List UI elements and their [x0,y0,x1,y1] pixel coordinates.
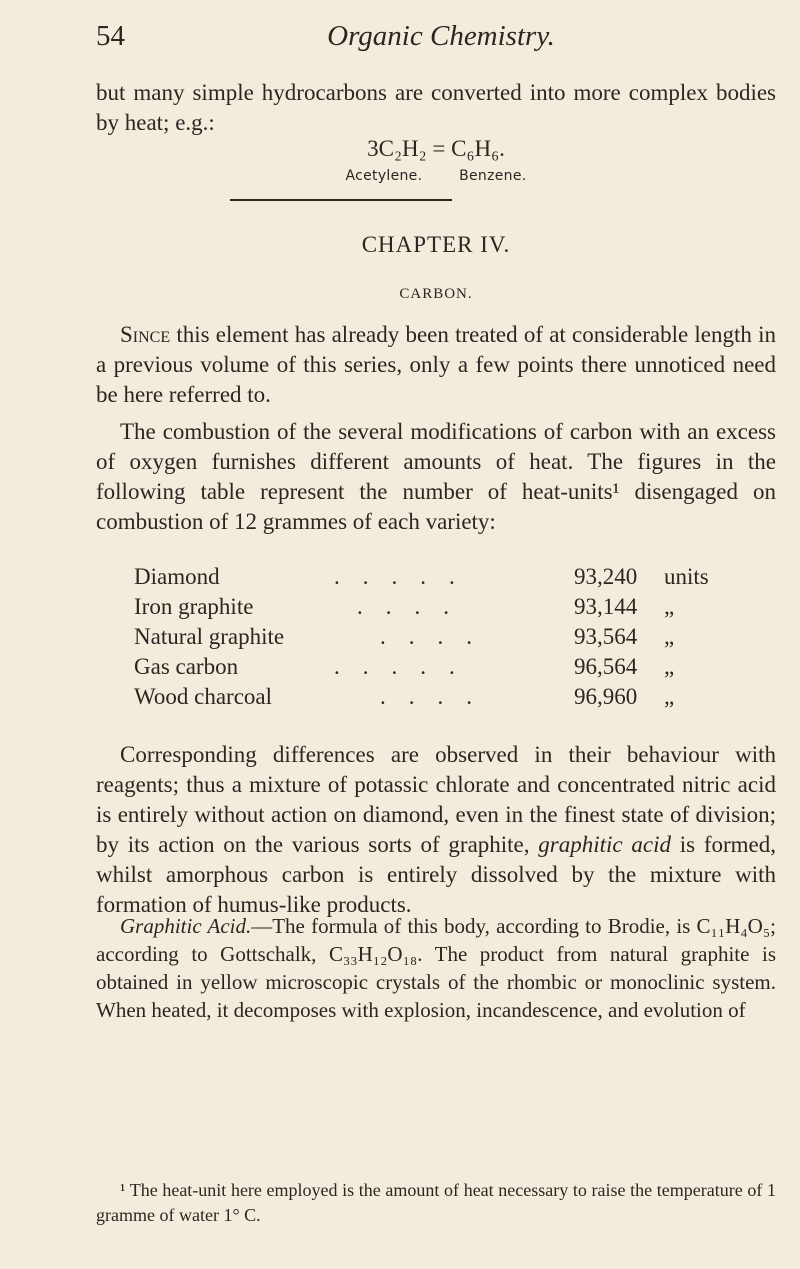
paragraph-4 [96,912,776,1024]
row-unit: „ [664,654,675,679]
row-name: Gas carbon [134,654,239,679]
section-divider [230,199,452,201]
paragraph-3 [96,740,776,920]
row-name: Natural graphite [134,624,285,649]
row-value: 93,144 [574,594,638,619]
row-value: 93,564 [574,624,638,649]
graphitic-acid-term: graphitic acid [538,832,671,857]
page-number: 54 [96,20,125,52]
row-unit: units [664,564,709,589]
row-name: Wood charcoal [134,684,272,709]
heat-units-table [96,564,776,714]
intro-paragraph [96,78,776,138]
footnote-text: ¹ The heat-unit here employed is the amount of heat necessary to raise the temperature of 1 gramme of water 1° C. [96,1180,776,1225]
para3-text-a: Corresponding differences are observed in their behaviour with reagents; thus a mixture of potassic chlorate and concentrated nitric acid is entirely without action on diamond, even in the finest state of division; by its action on the various sorts of graphite, [96,742,776,857]
para1-lead: Since [120,322,171,347]
table-row: Natural graphite . . . . 93,564 „ [134,624,675,649]
row-value: 96,564 [574,654,638,679]
chapter-subtitle: CARBON. [399,286,473,302]
intro-text: but many simple hydrocarbons are converted into more complex bodies by heat; e.g.: [96,80,776,135]
footnote [96,1178,776,1228]
acetylene-benzene-formula: 3C₂H₂ = C₆H₆. [367,136,505,161]
row-unit: „ [664,624,675,649]
formula-labels [96,168,776,184]
para1-text: this element has already been treated of at considerable length in a previous volume of this series, only a few points there unnoticed need be here referred to. [96,322,776,407]
benzene-label: Benzene. [459,168,527,184]
paragraph-2 [96,417,776,537]
page-header [96,20,776,54]
acetylene-label: Acetylene. [345,168,423,184]
table-row: Wood charcoal . . . . 96,960 „ [134,684,675,709]
table-row: Iron graphite . . . . 93,144 „ [134,594,675,619]
row-name: Diamond [134,564,220,589]
table-row: Diamond . . . . . 93,240 units [134,564,709,589]
chapter-title: CHAPTER IV. [361,232,511,257]
row-unit: „ [664,684,675,709]
running-title: Organic Chemistry. [327,20,555,52]
para2-text: The combustion of the several modifications of carbon with an excess of oxygen furnishes different amounts of heat. The figures in the following table represent the number of heat-units¹ disengaged on combustion of 12 grammes of each variety: [96,419,776,534]
para4-text: —The formula of this body, according to Brodie, is C₁₁H₄O₅; according to Gottschalk, C₃₃H₁₂O₁₈. The product from natural graphite is obtained in yellow microscopic crystals of the rhombic or monoclinic system. When heated, it decomposes with explosion, incandescence, and evolution of [96,914,777,1022]
table-row: Gas carbon . . . . . 96,564 „ [134,654,675,679]
graphitic-acid-heading: Graphitic Acid. [120,914,252,938]
para3-text-b: is formed, whilst amorphous carbon is entirely dissolved by the mixture with formation of humus-like products. [96,832,776,917]
row-name: Iron graphite [134,594,254,619]
row-value: 93,240 [574,564,638,589]
row-unit: „ [664,594,675,619]
row-value: 96,960 [574,684,638,709]
paragraph-1 [96,320,776,410]
